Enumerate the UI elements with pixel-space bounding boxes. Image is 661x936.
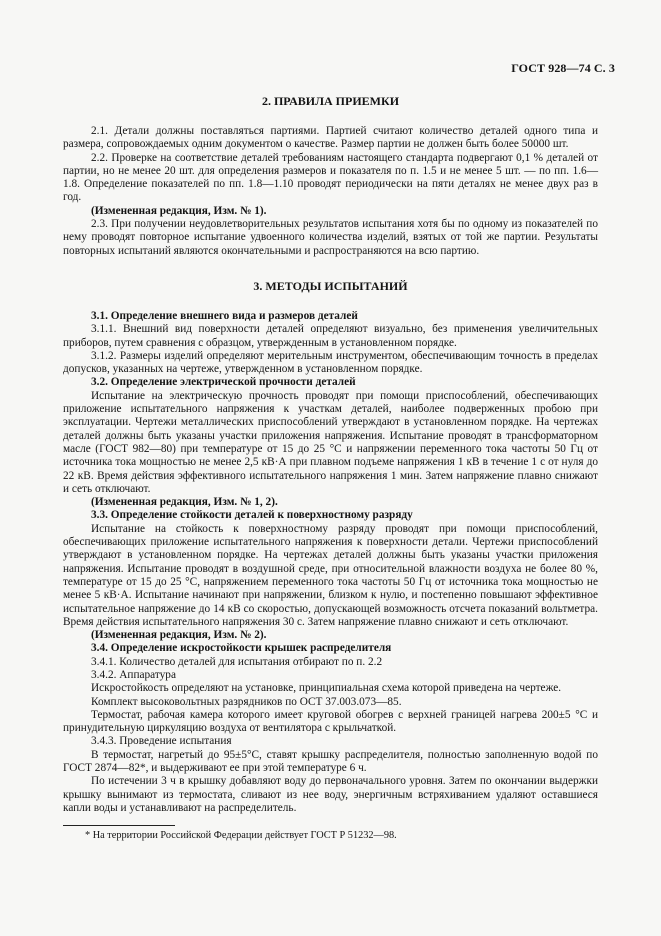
para-3-4-2-c: Термостат, рабочая камера которого имеет круговой обогрев с верхней границей нагрева 200±5 °С и принудительную циркуляцию воздуха от вентилятора с крыльчаткой.	[63, 708, 598, 735]
para-3-4-3: 3.4.3. Проведение испытания	[91, 735, 232, 748]
page-header: ГОСТ 928—74 С. 3	[511, 61, 615, 75]
para-3-1-2: 3.1.2. Размеры изделий определяют мерительным инструментом, обеспечивающим точность в пределах допусков, указанных на чертеже, утвержденном в установленном порядке.	[63, 349, 598, 376]
section-2-title: 2. ПРАВИЛА ПРИЕМКИ	[261, 94, 400, 108]
page-content	[63, 94, 598, 815]
para-3-1-1: 3.1.1. Внешний вид поверхности деталей определяют визуально, без применения увеличительных приборов, путем сравнения с образцом, утвержденным в установленном порядке.	[63, 323, 598, 349]
para-3-3: Испытание на стойкость к поверхностному разряду проводят при помощи приспособлений, обеспечивающих приложение испытательного напряжения к поверхности детали. Чертежи приспособлений утверждают в установленном порядке. На чертежах деталей должны быть указаны участки приложения напряжения. Испытание проводят в воздушной среде, при относительной влажности воздуха не более 80 %, температуре от 15 до 25 °С, напряжением переменного тока частоты 50 Гц от источника тока мощностью не менее 5 кВ·А. Испытание начинают при напряжении, близком к нулю, и постепенно повышают эффективное испытательное напряжение до 14 кВ со скоростью, допускающей возможность отсчета показаний вольтметра. Время действия испытательного напряжения 30 с. Затем напряжение плавно снижают и сеть отключают.	[63, 522, 598, 628]
edition-note-1: (Измененная редакция, Изм. № 1).	[91, 204, 267, 217]
para-3-4-2: 3.4.2. Аппаратура	[91, 668, 176, 681]
edition-note-3: (Измененная редакция, Изм. № 2).	[91, 629, 267, 642]
para-3-4-2-a: Искростойкость определяют на установке, принципиальная схема которой приведена на чертеже.	[91, 682, 562, 695]
heading-3-4: 3.4. Определение искростойкости крышек распределителя	[91, 642, 392, 655]
para-2-2: 2.2. Проверке на соответствие деталей требованиям настоящего стандарта подвергают 0,1 % деталей от партии, но не менее 20 шт. для определения размеров и показателя по п. 1.5 и не менее 5 шт. — по пп. 1.6—1.8. Определение показателей по пп. 1.8—1.10 проводят периодически на пяти деталях не менее двух раз в год.	[63, 151, 598, 204]
para-3-2: Испытание на электрическую прочность проводят при помощи приспособлений, обеспечивающих приложение испытательного напряжения к участкам деталей, наиболее подверженных пробою при эксплуатации. Чертежи металлических приспособлений утверждают в установленном порядке. На чертежах деталей должны быть указаны участки приложения напряжения. Испытание проводят в трансформаторном масле (ГОСТ 982—80) при температуре от 15 до 25 °С и напряжении переменного тока частоты 50 Гц от источника тока мощностью не менее 2,5 кВ·А при плавном подъеме напряжения 1 кВ в течение 1 с от нуля до 22 кВ. Время действия эффективного испытательного напряжения 1 мин. Затем напряжение плавно снижают и сеть отключают.	[63, 389, 598, 495]
edition-note-2: (Измененная редакция, Изм. № 1, 2).	[91, 496, 278, 509]
footnote-divider	[63, 825, 175, 826]
heading-3-3: 3.3. Определение стойкости деталей к поверхностному разряду	[91, 509, 413, 522]
heading-3-1: 3.1. Определение внешнего вида и размеров деталей	[91, 309, 358, 322]
para-3-4-3-a: В термостат, нагретый до 95±5°С, ставят крышку распределителя, полностью заполненную водой по ГОСТ 2874—82*, и выдерживают ее при этой температуре 6 ч.	[63, 748, 598, 775]
para-3-4-3-b: По истечении 3 ч в крышку добавляют воду до первоначального уровня. Затем по окончании выдержки крышку вынимают из термостата, сливают из нее воду, энергичным встряхиванием удаляют оставшиеся капли воды и устанавливают на распределитель.	[63, 775, 598, 814]
heading-3-2: 3.2. Определение электрической прочности деталей	[91, 376, 356, 389]
para-3-4-1: 3.4.1. Количество деталей для испытания отбирают по п. 2.2	[91, 655, 383, 668]
para-2-1: 2.1. Детали должны поставляться партиями. Партией считают количество деталей одного типа и размера, сопровождаемых одним документом о качестве. Размер партии не должен быть более 50000 шт.	[63, 125, 598, 151]
footnote: * На территории Российской Федерации действует ГОСТ Р 51232—98.	[85, 830, 397, 841]
section-3-title: 3. МЕТОДЫ ИСПЫТАНИЙ	[253, 278, 408, 293]
para-2-3: 2.3. При получении неудовлетворительных результатов испытания хотя бы по одному из показателей по нему проводят повторное испытание удвоенного количества изделий, взятых от той же партии. Результаты повторных испытаний являются окончательными и распространяются на всю партию.	[63, 218, 598, 257]
para-3-4-2-b: Комплект высоковольтных разрядников по ОСТ 37.003.073—85.	[91, 695, 402, 708]
